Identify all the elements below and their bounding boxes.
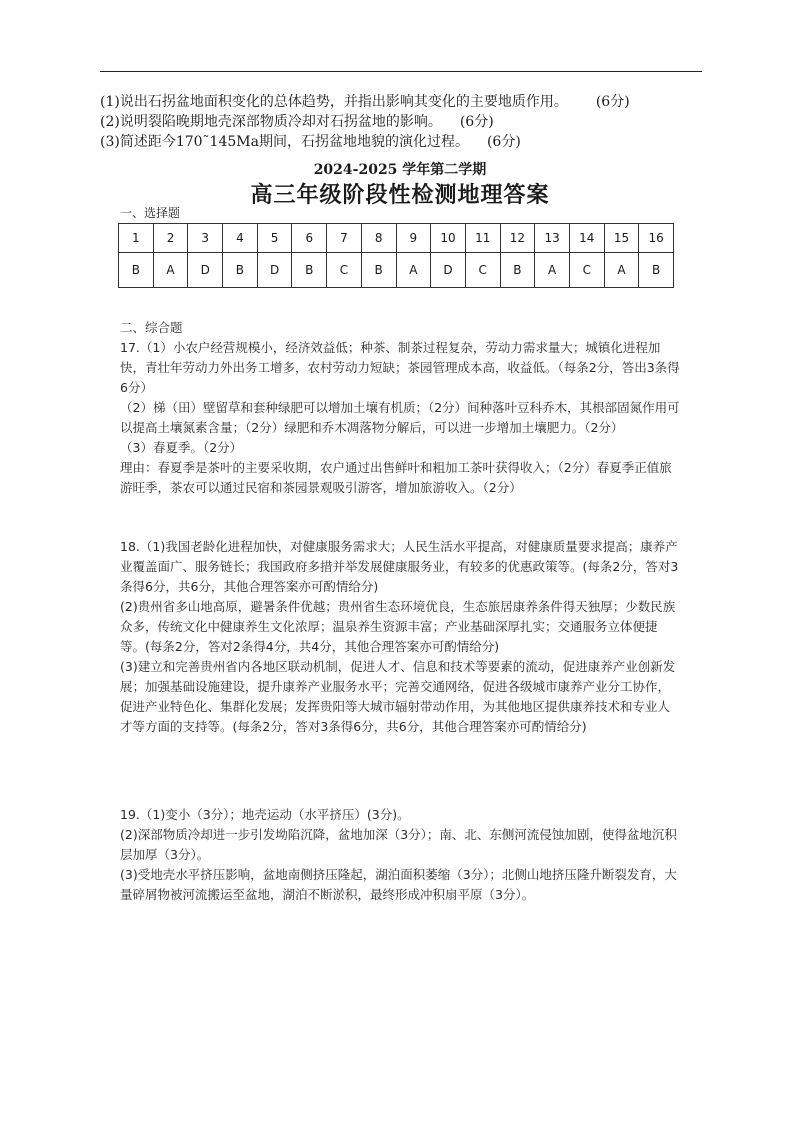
answer-row <box>119 253 674 288</box>
question-number-cell: 16 <box>639 224 674 253</box>
answer-cell: C <box>327 253 362 288</box>
question-number-cell: 2 <box>153 224 188 253</box>
answer-cell: B <box>361 253 396 288</box>
answer-paragraph: (3)受地壳水平挤压影响，盆地南侧挤压隆起，湖泊面积萎缩（3分）；北侧山地挤压隆升断裂发育，大量碎屑物被河流搬运至盆地，湖泊不断淤积，最终形成冲积扇平原（3分）。 <box>120 867 677 902</box>
question-number-row <box>119 224 674 253</box>
question-number-cell: 13 <box>535 224 570 253</box>
answer-paragraph: （2）梯（田）壁留草和套种绿肥可以增加土壤有机质；（2分）间种落叶豆科乔木，其根部固氮作用可以提高土壤氮素含量；（2分）绿肥和乔木凋落物分解后，可以进一步增加土壤肥力。（2分） <box>120 400 680 435</box>
question-number-cell: 6 <box>292 224 327 253</box>
answer-paragraph: (2)贵州省多山地高原，避暑条件优越；贵州省生态环境优良，生态旅居康养条件得天独厚；少数民族众多，传统文化中健康养生文化浓厚；温泉养生资源丰富；产业基础深厚扎实；交通服务立体便捷等。(每条2分，答对2条得4分，共4分，其他合理答案亦可酌情给分) <box>120 599 676 654</box>
question-score: (6分) <box>459 114 494 130</box>
answer-cell: B <box>639 253 674 288</box>
answer-paragraph: (3)建立和完善贵州省内各地区联动机制，促进人才、信息和技术等要素的流动，促进康养产业创新发展；加强基础设施建设，提升康养产业服务水平；完善交通网络，促进各级城市康养产业分工协作，促进产业特色化、集群化发展；发挥贵阳等大城市辐射带动作用，为其他地区提供康养技术和专业人才等方面的支持等。(每条2分，答对3条得6分，共6分，其他合理答案亦可酌情给分) <box>120 659 676 734</box>
question-line <box>100 92 710 112</box>
question-number-cell: 11 <box>465 224 500 253</box>
question-text: (3)简述距今170˜145Ma期间，石拐盆地地貌的演化过程。 <box>100 134 469 150</box>
question-number-cell: 14 <box>569 224 604 253</box>
question-text: (1)说出石拐盆地面积变化的总体趋势，并指出影响其变化的主要地质作用。 <box>100 94 568 110</box>
section-heading-choice: 一、选择题 <box>120 206 181 220</box>
question-list <box>100 92 710 152</box>
term-title: 2024-2025 学年第二学期 <box>313 162 487 178</box>
question-number-cell: 5 <box>257 224 292 253</box>
section-heading-comprehensive: 二、综合题 <box>120 320 183 335</box>
answer-paragraph: 17.（1）小农户经营规模小，经济效益低；种茶、制茶过程复杂，劳动力需求量大；城镇化进程加快，青壮年劳动力外出务工增多，农村劳动力短缺；茶园管理成本高，收益低。（每条2分，答出3条得6分） <box>120 340 680 395</box>
answer-cell: B <box>292 253 327 288</box>
question-number-cell: 10 <box>431 224 466 253</box>
answer-paragraph: （3）春夏季。（2分） <box>120 440 243 455</box>
question-number-cell: 1 <box>119 224 154 253</box>
answer-paragraph: (2)深部物质冷却进一步引发坳陷沉降，盆地加深（3分）；南、北、东侧河流侵蚀加剧，使得盆地沉积层加厚（3分）。 <box>120 827 677 862</box>
question-number-cell: 9 <box>396 224 431 253</box>
question-number-cell: 4 <box>223 224 258 253</box>
question-number-cell: 3 <box>188 224 223 253</box>
answer-cell: A <box>396 253 431 288</box>
question-score: (6分) <box>486 134 521 150</box>
question-number-cell: 8 <box>361 224 396 253</box>
question-number-cell: 12 <box>500 224 535 253</box>
question-18-answer <box>120 537 680 737</box>
question-19-answer <box>120 805 680 905</box>
answer-paragraph: 19.（1)变小（3分）；地壳运动（水平挤压）(3分)。 <box>120 807 410 822</box>
answer-cell: B <box>119 253 154 288</box>
answer-table <box>118 223 674 288</box>
question-line <box>100 132 710 152</box>
question-line <box>100 112 710 132</box>
question-text: (2)说明裂陷晚期地壳深部物质冷却对石拐盆地的影响。 <box>100 114 442 130</box>
answer-cell: A <box>153 253 188 288</box>
answer-cell: B <box>500 253 535 288</box>
answer-paragraph: 18.（1)我国老龄化进程加快，对健康服务需求大；人民生活水平提高，对健康质量要求提高；康养产业覆盖面广、服务链长；我国政府多措并举发展健康服务业，有较多的优惠政策等。(每条2分，答对3条得6分，共6分，其他合理答案亦可酌情给分) <box>120 539 679 594</box>
top-divider <box>100 71 702 72</box>
answer-cell: B <box>223 253 258 288</box>
answer-cell: A <box>604 253 639 288</box>
answer-cell: D <box>431 253 466 288</box>
question-number-cell: 15 <box>604 224 639 253</box>
answer-cell: D <box>257 253 292 288</box>
answer-paragraph: 理由：春夏季是茶叶的主要采收期，农户通过出售鲜叶和粗加工茶叶获得收入；（2分）春夏季正值旅游旺季，茶农可以通过民宿和茶园景观吸引游客，增加旅游收入。（2分） <box>120 460 672 495</box>
section-comprehensive <box>120 318 680 498</box>
answer-cell: C <box>569 253 604 288</box>
page-title: 高三年级阶段性检测地理答案 <box>250 183 550 208</box>
question-number-cell: 7 <box>327 224 362 253</box>
answer-cell: D <box>188 253 223 288</box>
answer-cell: C <box>465 253 500 288</box>
question-score: (6分) <box>595 94 630 110</box>
answer-cell: A <box>535 253 570 288</box>
